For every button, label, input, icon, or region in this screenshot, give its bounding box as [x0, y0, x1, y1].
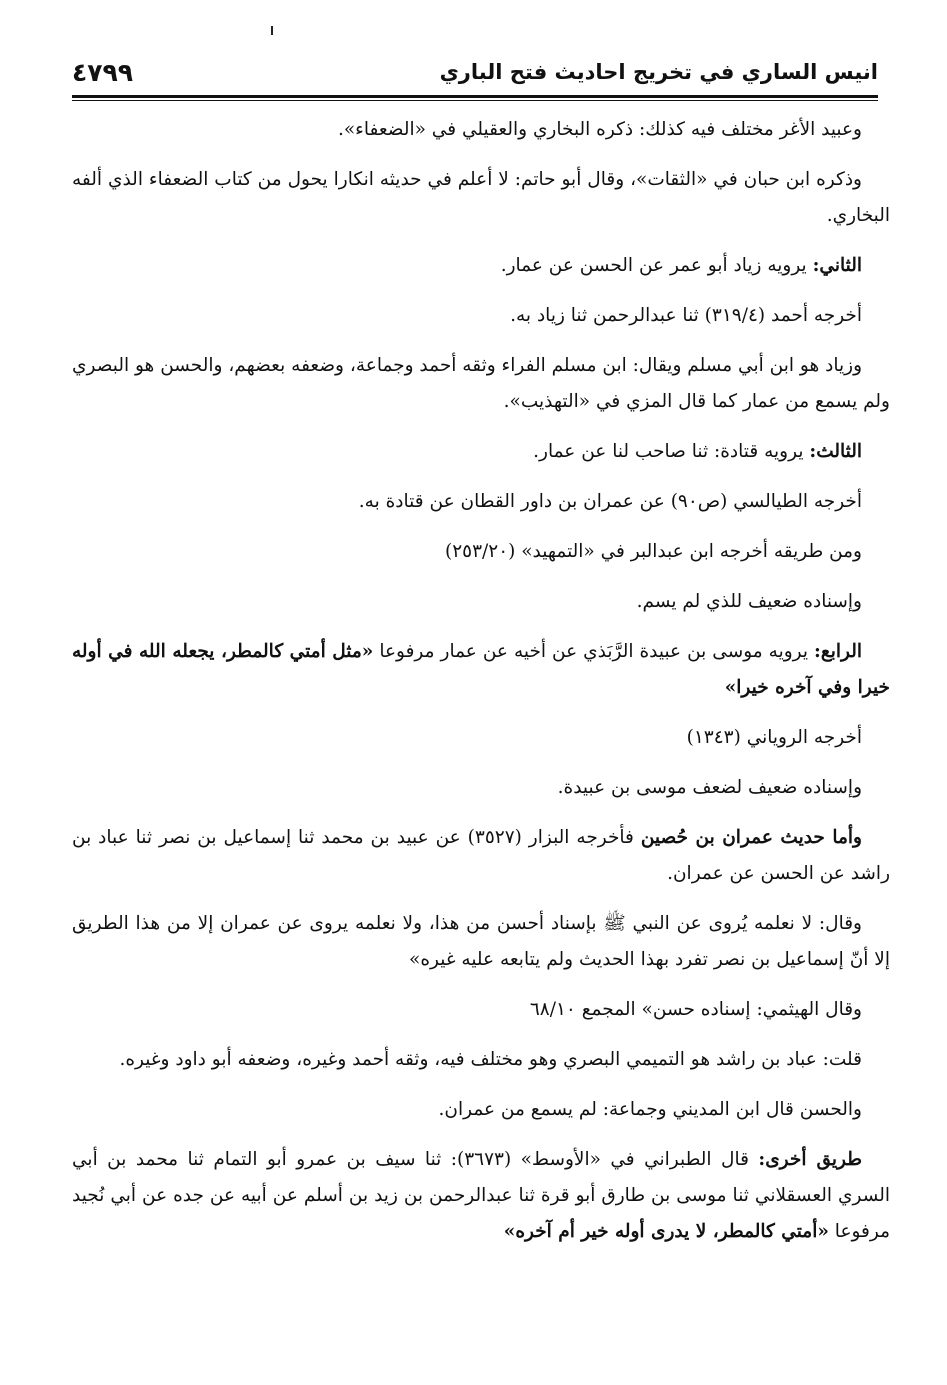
paragraph-text: وقال الهيثمي: إسناده حسن» المجمع ٦٨/١٠ [529, 999, 862, 1020]
paragraph [72, 1042, 890, 1078]
page-header [72, 56, 878, 94]
paragraph [72, 162, 890, 234]
paragraph-text: والحسن قال ابن المديني وجماعة: لم يسمع من عمران. [438, 1099, 862, 1120]
paragraph-text: فأخرجه البزار (٣٥٢٧) عن عبيد بن محمد ثنا إسماعيل بن نصر ثنا عباد بن راشد عن الحسن عن عمران. [72, 827, 890, 884]
paragraph-text: قال الطبراني في «الأوسط» (٣٦٧٣): ثنا سيف بن عمرو أبو التمام ثنا محمد بن أبي السري العسقلاني ثنا موسى بن طارق أبو قرة ثنا عبدالرحمن بن زيد بن أسلم عن أبيه عن جده عن أبي نُجيد مرفوعا [72, 1149, 890, 1242]
paragraph-text: وزياد هو ابن أبي مسلم ويقال: ابن مسلم الفراء وثقه أحمد وجماعة، وضعفه بعضهم، والحسن هو البصري ولم يسمع من عمار كما قال المزي في «التهذيب». [72, 355, 890, 412]
header-rule-thick [72, 95, 878, 98]
body-text [72, 112, 890, 1264]
paragraph-text: ومن طريقه أخرجه ابن عبدالبر في «التمهيد» (٢٥٣/٢٠) [445, 541, 862, 562]
paragraph [72, 720, 890, 756]
header-rule-thin [72, 100, 878, 101]
section-lead: الثالث: [809, 441, 862, 462]
paragraph-text: أخرجه أحمد (٣١٩/٤) ثنا عبدالرحمن ثنا زياد به. [510, 305, 862, 326]
paragraph [72, 434, 890, 470]
paragraph-text: وذكره ابن حبان في «الثقات»، وقال أبو حاتم: لا أعلم في حديثه انكارا يحول من كتاب الضعفاء الذي ألفه البخاري. [72, 169, 890, 226]
paragraph-text: يرويه قتادة: ثنا صاحب لنا عن عمار. [533, 441, 810, 462]
running-title: انيس الساري في تخريج احاديث فتح الباري [439, 60, 878, 84]
section-lead: طريق أخرى: [758, 1149, 862, 1170]
paragraph [72, 348, 890, 420]
paragraph [72, 484, 890, 520]
paragraph [72, 1142, 890, 1250]
hadith-text: «أمتي كالمطر، لا يدرى أوله خير أم آخره» [503, 1221, 829, 1242]
hadith-text: «مثل أمتي كالمطر، يجعله الله في أوله خيرا وفي آخره خيرا» [72, 641, 890, 698]
paragraph-text: أخرجه الروياني (١٣٤٣) [686, 727, 862, 748]
paragraph-text: وعبيد الأغر مختلف فيه كذلك: ذكره البخاري والعقيلي في «الضعفاء». [337, 119, 862, 140]
paragraph [72, 584, 890, 620]
paragraph [72, 820, 890, 892]
paragraph-text: قلت: عباد بن راشد هو التميمي البصري وهو مختلف فيه، وثقه أحمد وغيره، وضعفه أبو داود وغيره. [119, 1049, 862, 1070]
page-number: ٤٧٩٩ [72, 58, 134, 87]
paragraph-text: وإسناده ضعيف للذي لم يسم. [636, 591, 862, 612]
paragraph-text: وقال: لا نعلمه يُروى عن النبي ﷺ بإسناد أحسن من هذا، ولا نعلمه يروى عن عمران إلا من هذا الطريق إلا أنّ إسماعيل بن نصر تفرد بهذا الحديث ولم يتابعه عليه غيره» [72, 913, 890, 970]
paragraph [72, 298, 890, 334]
paragraph [72, 248, 890, 284]
section-lead: الثاني: [812, 255, 862, 276]
paragraph [72, 770, 890, 806]
paragraph-text: يرويه موسى بن عبيدة الرَّبَذي عن أخيه عن عمار مرفوعا [373, 641, 815, 662]
section-lead: الرابع: [814, 641, 862, 662]
paragraph-text: وإسناده ضعيف لضعف موسى بن عبيدة. [557, 777, 862, 798]
section-lead: وأما حديث عمران بن حُصين [640, 827, 862, 848]
paragraph [72, 634, 890, 706]
print-mark [271, 26, 273, 35]
paragraph-text: يرويه زياد أبو عمر عن الحسن عن عمار. [500, 255, 813, 276]
paragraph-text: أخرجه الطيالسي (ص٩٠) عن عمران بن داور القطان عن قتادة به. [358, 491, 862, 512]
paragraph [72, 992, 890, 1028]
paragraph [72, 1092, 890, 1128]
paragraph [72, 906, 890, 978]
paragraph [72, 534, 890, 570]
paragraph [72, 112, 890, 148]
